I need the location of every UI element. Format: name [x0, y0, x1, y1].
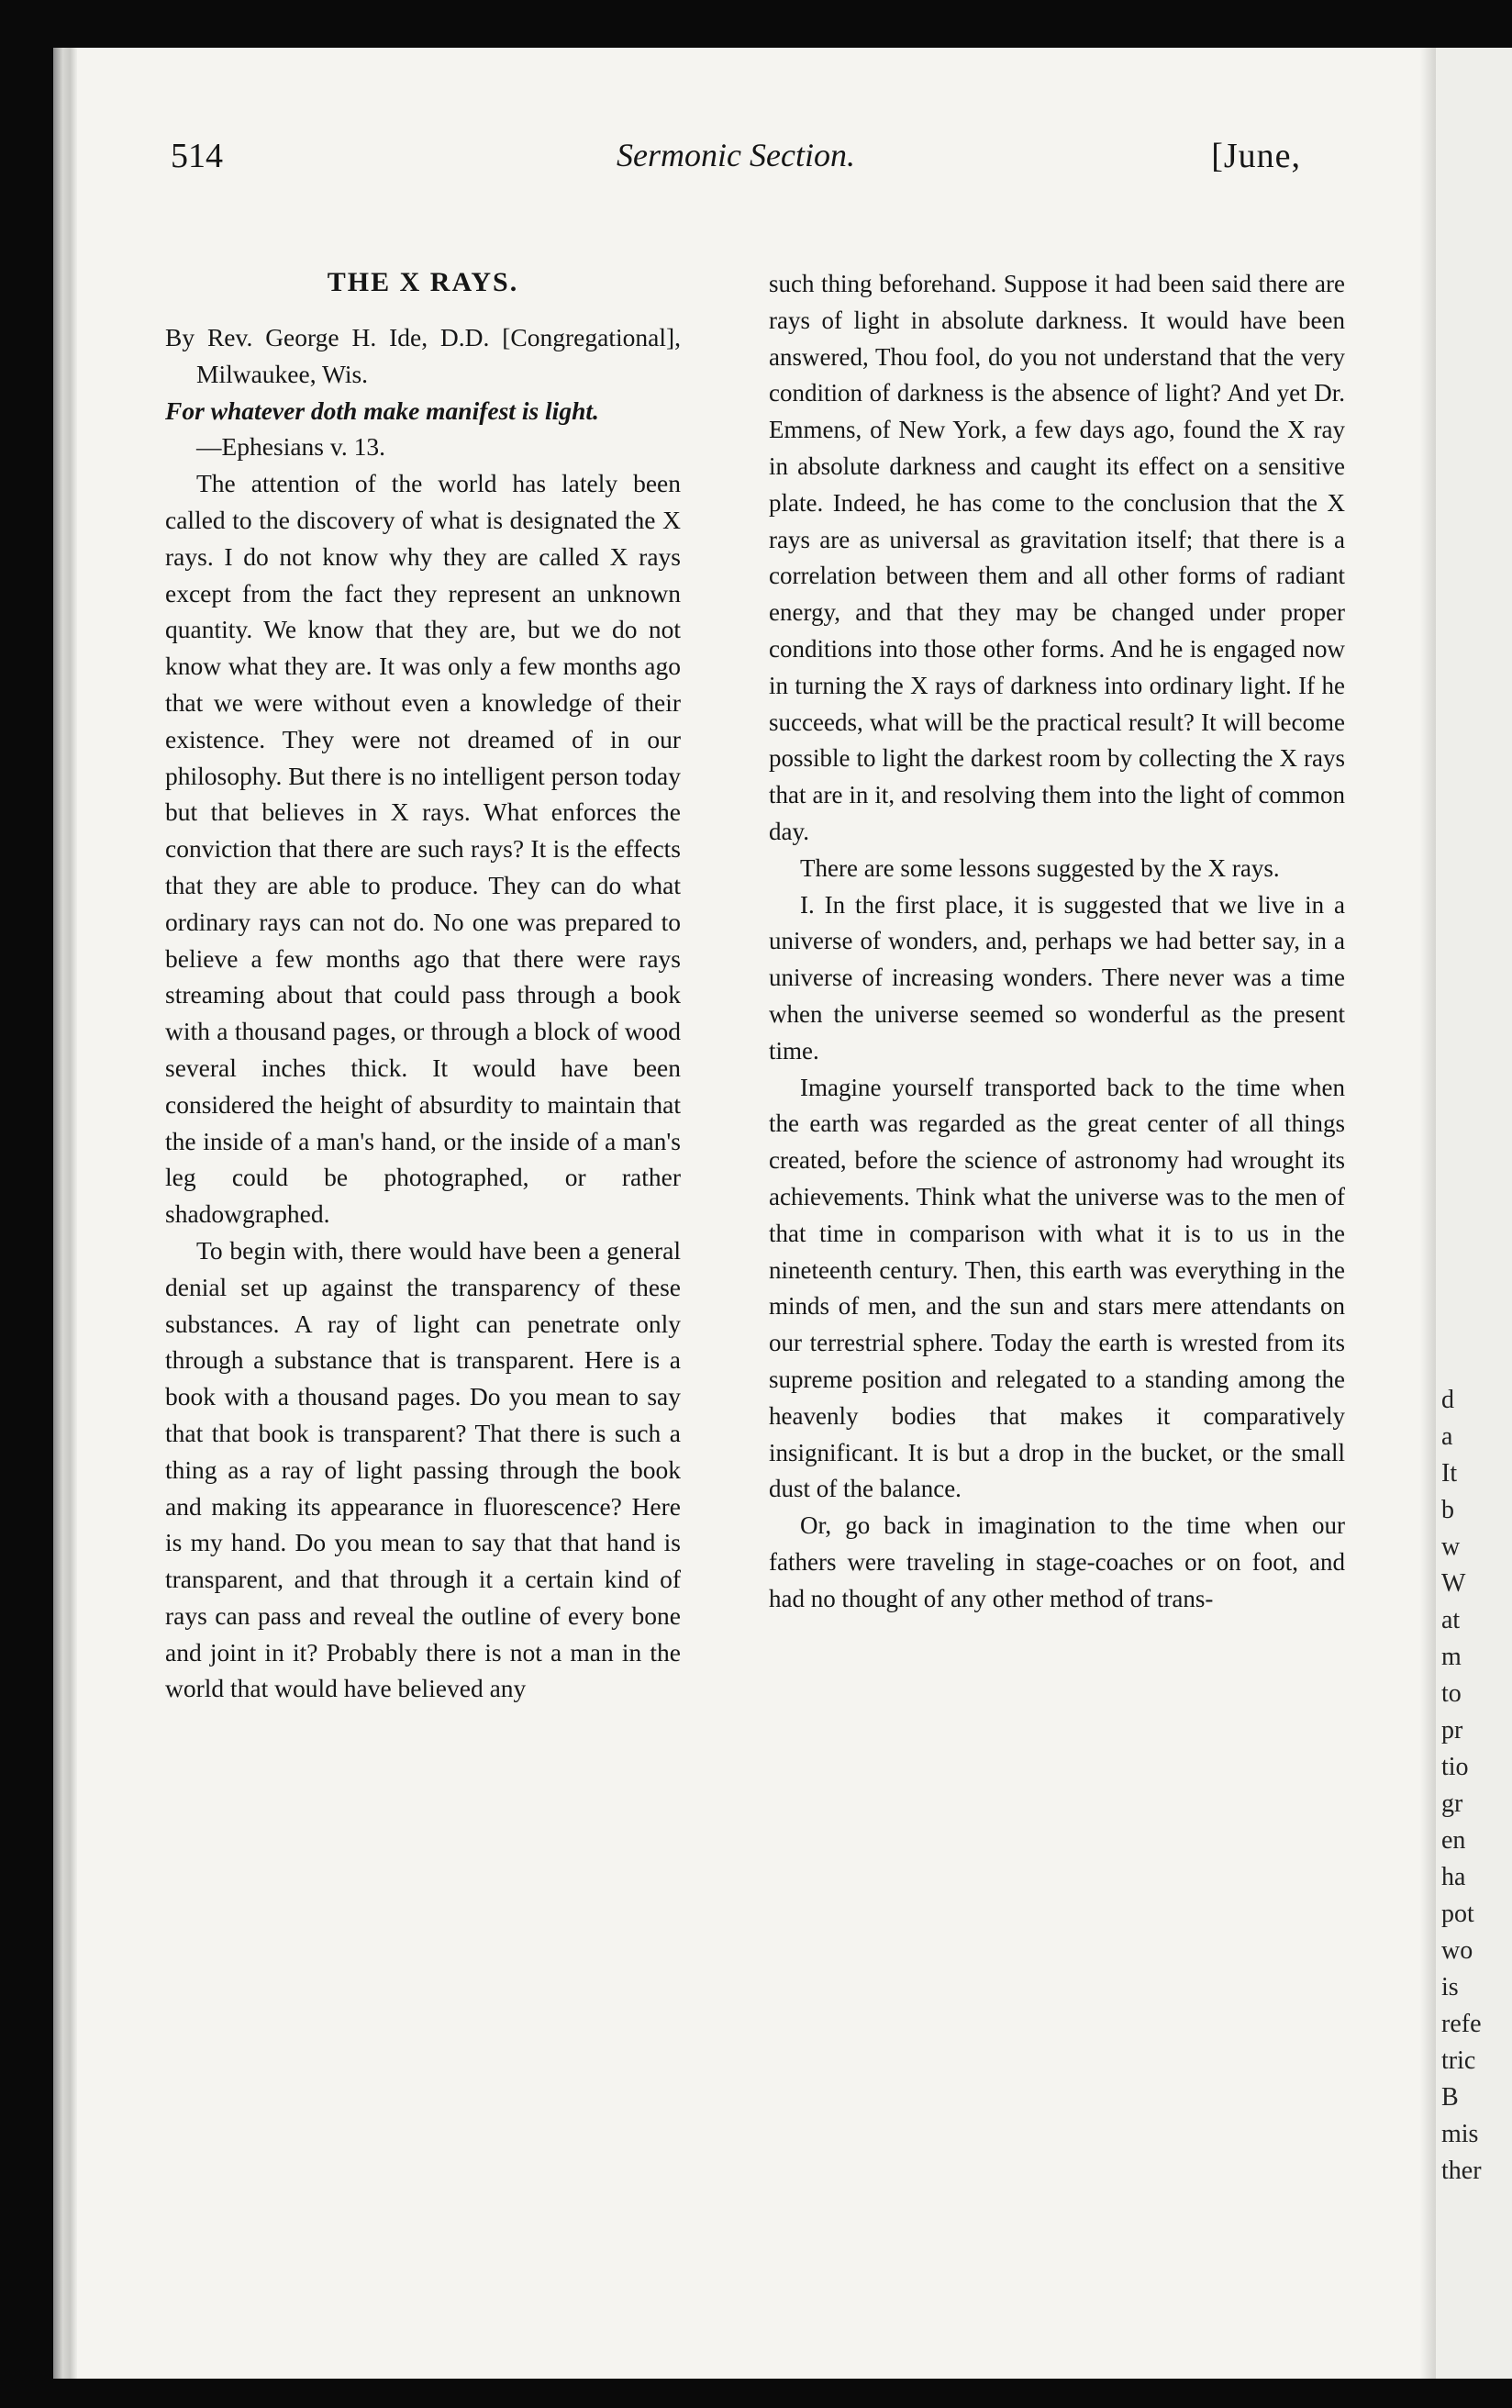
adjacent-fragment: en: [1441, 1826, 1466, 1855]
adjacent-fragment: ther: [1441, 2157, 1482, 2185]
adjacent-fragment: b: [1441, 1496, 1454, 1524]
adjacent-fragment: gr: [1441, 1789, 1463, 1818]
adjacent-fragment: mis: [1441, 2120, 1479, 2148]
adjacent-fragment: is: [1441, 1973, 1459, 2001]
adjacent-fragment: refe: [1441, 2010, 1482, 2038]
adjacent-fragment: pot: [1441, 1900, 1474, 1928]
adjacent-fragment: pr: [1441, 1716, 1463, 1745]
adjacent-fragment: tio: [1441, 1753, 1469, 1781]
paragraph: To begin with, there would have been a general denial set up against the transparency of these substances. A ray of light can penetrate only through a substance that is transparent. Here is a book with a thousand pages. Do you mean to say that that book is transparent? That there is such a thing as a ray of light passing through the book and making its appearance in fluorescence? Here is my hand. Do you mean to say that that hand is transparent, and that through it a certain kind of rays can pass and reveal the outline of every bone and joint in it? Probably there is not a man in the world that would have believed any: [165, 1235, 681, 1703]
book-spine: [53, 48, 77, 2379]
adjacent-fragment: at: [1441, 1606, 1461, 1634]
adjacent-fragment: It: [1441, 1459, 1458, 1488]
running-title: Sermonic Section.: [617, 137, 855, 173]
adjacent-fragment: d: [1441, 1386, 1454, 1414]
article-byline: By Rev. George H. Ide, D.D. [Congregational], Milwaukee, Wis.: [165, 323, 681, 388]
adjacent-fragment: B: [1441, 2083, 1459, 2112]
article-title: THE X RAYS.: [327, 267, 519, 297]
adjacent-fragment: ha: [1441, 1863, 1466, 1891]
running-header: [171, 136, 1301, 191]
epigraph: [165, 393, 681, 466]
paragraph: Imagine yourself transported back to the time when the earth was regarded as the great center of all things created, before the science of astronomy had wrought its achievements. Think what the universe was to the men of that time in comparison with what it is to us in the nineteenth century. Then, this earth was everything in the minds of men, and the sun and stars mere attendants on our terrestrial sphere. Today the earth is wrested from its supreme position and relegated to a standing among the heavenly bodies that makes it comparatively insignificant. It is but a drop in the bucket, or the small dust of the balance.: [769, 1073, 1345, 1503]
left-column: [165, 266, 681, 1707]
paragraph: such thing beforehand. Suppose it had been said there are rays of light in absolute darkness. It would have been answered, Thou fool, do you not understand that the very condition of darkness is the absence of light? And yet Dr. Emmens, of New York, a few days ago, found the X ray in absolute darkness and caught its effect on a sensitive plate. Indeed, he has come to the conclusion that the X rays are as universal as gravitation itself; that there is a correlation between them and all other forms of radiant energy, and that they may be changed under proper conditions into those other forms. And he is engaged now in turning the X rays of darkness into ordinary light. If he succeeds, what will be the practical result? It will become possible to light the darkest room by collecting the X rays that are in it, and resolving them into the light of common day.: [769, 270, 1345, 845]
paragraph: Or, go back in imagination to the time when our fathers were traveling in stage-coaches or on foot, and had no thought of any other method of trans-: [769, 1511, 1345, 1612]
adjacent-page: [1436, 48, 1512, 2379]
adjacent-fragment: m: [1441, 1643, 1462, 1671]
page-number: 514: [171, 137, 223, 175]
epigraph-reference: —Ephesians v. 13.: [196, 432, 385, 462]
right-column: [769, 266, 1345, 1617]
adjacent-fragment: tric: [1441, 2046, 1476, 2075]
adjacent-fragment: wo: [1441, 1936, 1473, 1965]
book-page: [53, 48, 1439, 2379]
epigraph-quote: For whatever doth make manifest is light.: [165, 396, 599, 425]
adjacent-fragment: to: [1441, 1679, 1462, 1708]
paragraph: I. In the first place, it is suggested that we live in a universe of wonders, and, perhaps we had better say, in a universe of increasing wonders. There never was a time when the universe seemed so wonderful as the present time.: [769, 890, 1345, 1065]
adjacent-fragment: a: [1441, 1422, 1453, 1451]
paragraph: There are some lessons suggested by the X rays.: [800, 853, 1280, 882]
adjacent-fragment: w: [1441, 1533, 1461, 1561]
adjacent-fragment: W: [1441, 1569, 1466, 1598]
paragraph: The attention of the world has lately been called to the discovery of what is designated the X rays. I do not know why they are called X rays except from the fact they represent an unknown quantity. We know that they are, but we do not know what they are. It was only a few months ago that we were without even a knowledge of their existence. They were not dreamed of in our philosophy. But there is no intelligent person today but that believes in X rays. What enforces the conviction that there are such rays? It is the effects that they are able to produce. They can do what ordinary rays can not do. No one was prepared to believe a few months ago that there were rays streaming about that could pass through a book with a thousand pages, or through a block of wood several inches thick. It would have been considered the height of absurdity to maintain that the inside of a man's hand, or the inside of a man's leg could be photographed, or rather shadowgraphed.: [165, 469, 681, 1229]
running-month: [June,: [1211, 137, 1301, 175]
